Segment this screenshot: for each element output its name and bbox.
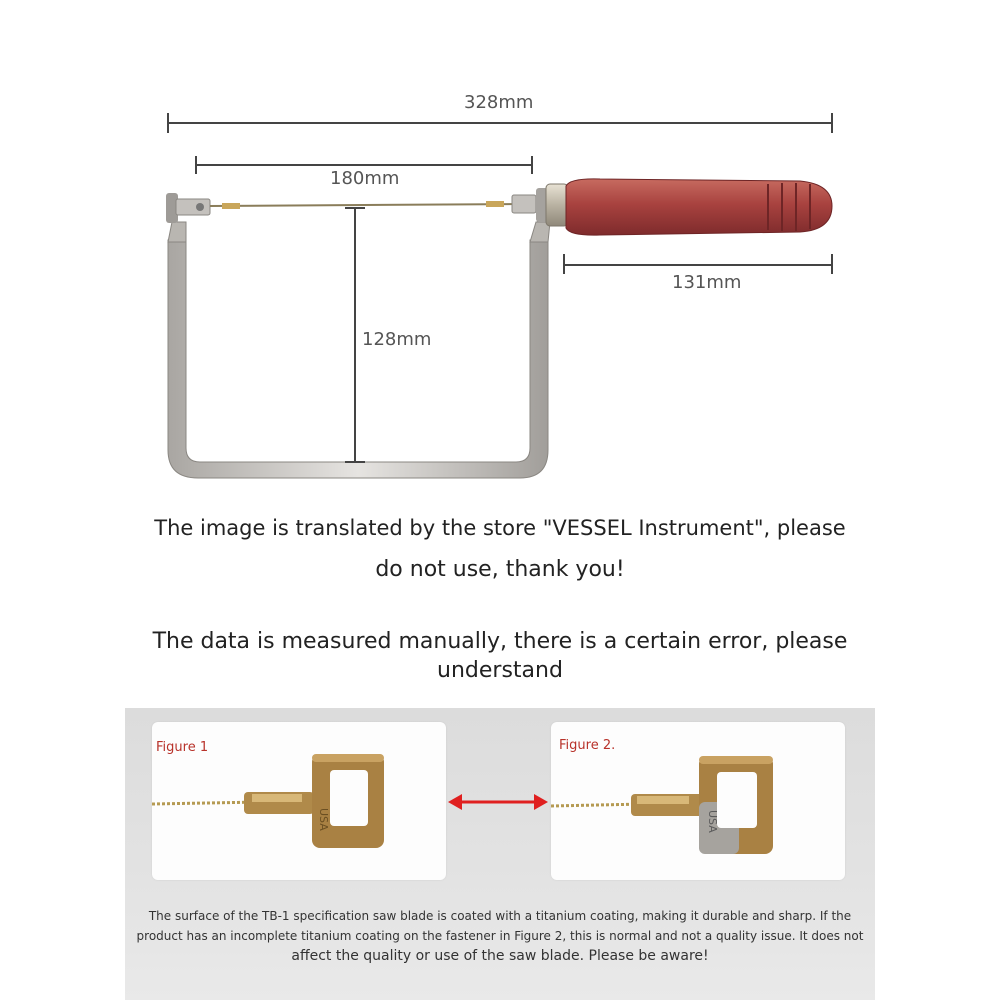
wooden-handle	[566, 179, 832, 235]
translation-notice-line1: The image is translated by the store "VESSEL Instrument", please	[154, 516, 846, 540]
throat-width-dimension-line	[196, 164, 532, 166]
dimension-tick	[831, 254, 833, 274]
overall-length-label: 328mm	[464, 92, 534, 113]
footer-note	[125, 906, 875, 966]
dimension-tick	[195, 156, 197, 174]
figure-2-label: Figure 2.	[559, 738, 616, 753]
footer-line3: affect the quality or use of the saw blade. Please be aware!	[291, 948, 709, 964]
translation-notice-line2: do not use, thank you!	[375, 557, 625, 582]
depth-label: 128mm	[362, 329, 432, 350]
saw-frame	[168, 240, 548, 478]
dimension-tick	[531, 156, 533, 174]
right-blade-clamp	[512, 184, 568, 226]
fastener-stamp: USA	[317, 808, 330, 831]
double-arrow-icon	[446, 792, 550, 812]
throat-width-label: 180mm	[330, 168, 400, 189]
dimension-tick	[167, 113, 169, 133]
dimension-tick	[345, 461, 365, 463]
measurement-notice-line2: understand	[437, 658, 563, 683]
handle-length-label: 131mm	[672, 272, 742, 293]
left-blade-clamp	[166, 193, 210, 223]
dimension-tick	[563, 254, 565, 274]
figure-1-label: Figure 1	[156, 740, 209, 755]
footer-line1: The surface of the TB-1 specification saw blade is coated with a titanium coating, making it durable and sharp. If the	[148, 909, 852, 923]
measurement-notice-line1: The data is measured manually, there is a certain error, please	[152, 629, 848, 654]
handle-length-dimension-line	[564, 264, 832, 266]
fastener-stamp: USA	[706, 810, 719, 833]
dimension-tick	[345, 207, 365, 209]
overall-length-dimension-line	[168, 122, 832, 124]
saw-blade	[210, 204, 520, 206]
depth-dimension-line	[354, 208, 356, 462]
dimension-tick	[831, 113, 833, 133]
footer-line2: product has an incomplete titanium coating on the fastener in Figure 2, this is normal and not a quality issue. It does not	[136, 929, 864, 943]
